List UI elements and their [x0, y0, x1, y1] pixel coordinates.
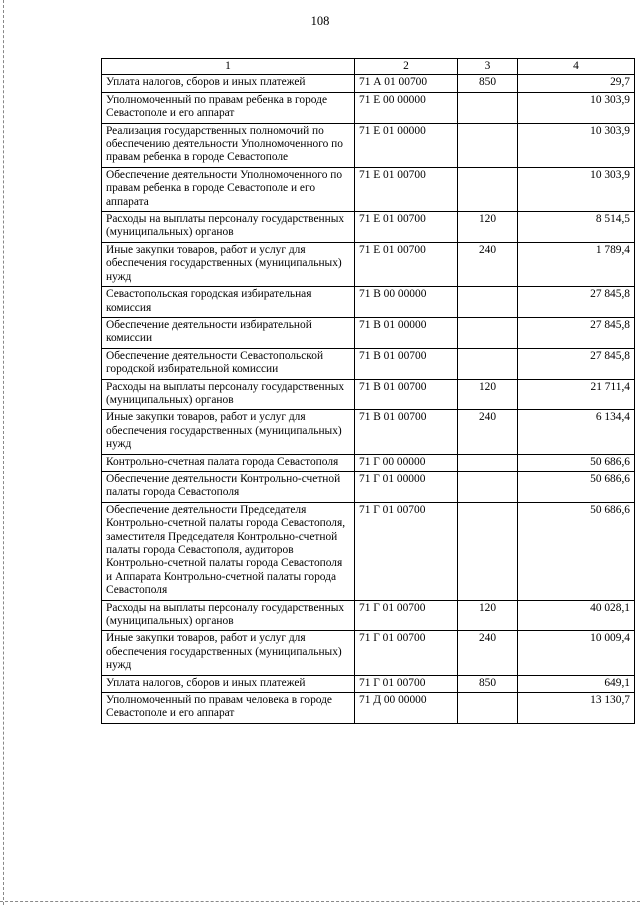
table-row [102, 317, 635, 348]
row-amount: 50 686,6 [518, 454, 635, 471]
row-type [458, 317, 518, 348]
row-type: 240 [458, 410, 518, 454]
row-type [458, 92, 518, 123]
row-code: 71 Г 01 00700 [355, 502, 458, 600]
row-code: 71 В 01 00700 [355, 379, 458, 410]
row-type: 120 [458, 600, 518, 631]
row-amount: 6 134,4 [518, 410, 635, 454]
table-row [102, 379, 635, 410]
row-amount: 649,1 [518, 675, 635, 692]
row-amount: 13 130,7 [518, 693, 635, 724]
row-name: Обеспечение деятельности Председателя Контрольно-счетной палаты города Севастополя, заместителя Председателя Контрольно-счетной палаты города Севастополя, аудиторов Контрольно-счетной палаты города Севастополя и Аппарата Контрольно-счетной палаты города Севастополя [102, 502, 355, 600]
table-row [102, 454, 635, 471]
row-amount: 29,7 [518, 75, 635, 92]
row-name: Расходы на выплаты персоналу государственных (муниципальных) органов [102, 212, 355, 243]
row-code: 71 Е 00 00000 [355, 92, 458, 123]
table-row [102, 502, 635, 600]
row-code: 71 Е 01 00700 [355, 242, 458, 286]
row-name: Расходы на выплаты персоналу государственных (муниципальных) органов [102, 379, 355, 410]
header-col-1: 1 [102, 59, 355, 75]
table-row [102, 75, 635, 92]
row-code: 71 Е 01 00700 [355, 167, 458, 211]
row-code: 71 В 01 00000 [355, 317, 458, 348]
row-code: 71 Г 01 00700 [355, 600, 458, 631]
row-amount: 50 686,6 [518, 471, 635, 502]
row-code: 71 Г 01 00000 [355, 471, 458, 502]
table-row [102, 600, 635, 631]
budget-table [101, 58, 635, 724]
row-amount: 1 789,4 [518, 242, 635, 286]
row-name: Иные закупки товаров, работ и услуг для обеспечения государственных (муниципальных) нужд [102, 242, 355, 286]
row-type [458, 471, 518, 502]
row-code: 71 Е 01 00000 [355, 123, 458, 167]
row-name: Севастопольская городская избирательная комиссия [102, 287, 355, 318]
row-amount: 10 009,4 [518, 631, 635, 675]
row-type: 120 [458, 212, 518, 243]
row-name: Обеспечение деятельности избирательной комиссии [102, 317, 355, 348]
left-margin-rule [3, 0, 4, 905]
table-row [102, 123, 635, 167]
table-row [102, 242, 635, 286]
row-code: 71 В 00 00000 [355, 287, 458, 318]
row-type [458, 502, 518, 600]
header-col-2: 2 [355, 59, 458, 75]
table-row [102, 675, 635, 692]
row-name: Уполномоченный по правам ребенка в городе Севастополе и его аппарат [102, 92, 355, 123]
row-amount: 8 514,5 [518, 212, 635, 243]
row-amount: 27 845,8 [518, 348, 635, 379]
row-name: Обеспечение деятельности Уполномоченного по правам ребенка в городе Севастополе и его аппарата [102, 167, 355, 211]
row-amount: 40 028,1 [518, 600, 635, 631]
row-name: Уплата налогов, сборов и иных платежей [102, 675, 355, 692]
table-row [102, 212, 635, 243]
row-type: 240 [458, 242, 518, 286]
row-type [458, 123, 518, 167]
row-code: 71 В 01 00700 [355, 410, 458, 454]
table-row [102, 631, 635, 675]
row-code: 71 Г 01 00700 [355, 631, 458, 675]
row-type: 120 [458, 379, 518, 410]
row-type: 850 [458, 75, 518, 92]
table-row [102, 92, 635, 123]
header-col-3: 3 [458, 59, 518, 75]
row-name: Обеспечение деятельности Севастопольской городской избирательной комиссии [102, 348, 355, 379]
table-row [102, 348, 635, 379]
row-name: Обеспечение деятельности Контрольно-счетной палаты города Севастополя [102, 471, 355, 502]
row-amount: 27 845,8 [518, 287, 635, 318]
row-amount: 10 303,9 [518, 123, 635, 167]
header-col-4: 4 [518, 59, 635, 75]
row-name: Уполномоченный по правам человека в городе Севастополе и его аппарат [102, 693, 355, 724]
row-code: 71 Г 00 00000 [355, 454, 458, 471]
row-code: 71 В 01 00700 [355, 348, 458, 379]
row-type [458, 454, 518, 471]
row-type [458, 693, 518, 724]
table-row [102, 287, 635, 318]
row-name: Иные закупки товаров, работ и услуг для обеспечения государственных (муниципальных) нужд [102, 631, 355, 675]
row-type: 850 [458, 675, 518, 692]
row-amount: 27 845,8 [518, 317, 635, 348]
row-amount: 50 686,6 [518, 502, 635, 600]
row-code: 71 Е 01 00700 [355, 212, 458, 243]
row-type [458, 348, 518, 379]
row-amount: 10 303,9 [518, 92, 635, 123]
row-type: 240 [458, 631, 518, 675]
row-code: 71 Д 00 00000 [355, 693, 458, 724]
row-type [458, 167, 518, 211]
row-amount: 21 711,4 [518, 379, 635, 410]
row-name: Расходы на выплаты персоналу государственных (муниципальных) органов [102, 600, 355, 631]
bottom-margin-rule [0, 901, 640, 902]
row-name: Контрольно-счетная палата города Севастополя [102, 454, 355, 471]
table-row [102, 167, 635, 211]
table-row [102, 410, 635, 454]
row-type [458, 287, 518, 318]
page-number: 108 [310, 14, 330, 28]
row-code: 71 Г 01 00700 [355, 675, 458, 692]
table-row [102, 693, 635, 724]
row-amount: 10 303,9 [518, 167, 635, 211]
row-name: Уплата налогов, сборов и иных платежей [102, 75, 355, 92]
table-header-row [102, 59, 635, 75]
row-name: Реализация государственных полномочий по обеспечению деятельности Уполномоченного по правам ребенка в городе Севастополе [102, 123, 355, 167]
row-name: Иные закупки товаров, работ и услуг для обеспечения государственных (муниципальных) нужд [102, 410, 355, 454]
table-row [102, 471, 635, 502]
row-code: 71 А 01 00700 [355, 75, 458, 92]
